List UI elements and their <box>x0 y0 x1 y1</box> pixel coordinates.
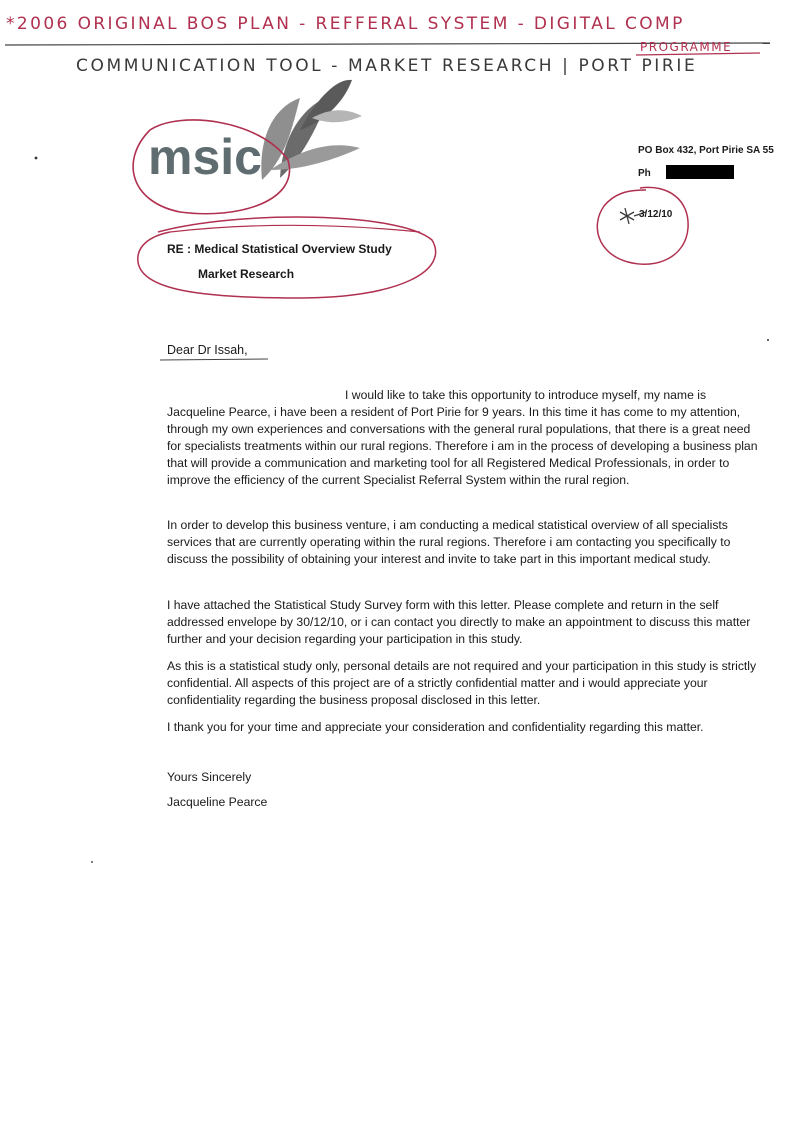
logo: msic <box>148 129 262 185</box>
redacted-phone-number <box>666 165 734 179</box>
closing: Yours Sincerely <box>167 770 252 784</box>
salutation-underline <box>160 359 268 360</box>
salutation: Dear Dr Issah, <box>167 343 248 357</box>
body-paragraph: As this is a statistical study only, personal details are not required and your participation in this study is strictly confidential. All aspects of this project are of a strictly confidential matter and i would appreciate your confidentiality regarding the business proposal disclosed in this letter. <box>167 659 757 707</box>
handwritten-annotation-programme: PROGRAMME <box>640 40 733 54</box>
subject-stroke <box>170 225 420 232</box>
logo-leaves-icon <box>261 80 362 180</box>
sender-phone-label: Ph <box>638 168 651 179</box>
handwritten-annotation-second: COMMUNICATION TOOL - MARKET RESEARCH | PORT PIRIE <box>76 56 698 76</box>
body-paragraph: I thank you for your time and appreciate your consideration and confidentiality regarding this matter. <box>167 720 704 734</box>
body-paragraph: In order to develop this business venture, i am conducting a medical statistical overview of all specialists services that are currently operating within the rural regions. Therefore i am contacting you specifically to discuss the possibility of obtaining your interest and invite to take part in this important medical study. <box>167 518 731 566</box>
handwritten-annotation-top: *2006 ORIGINAL BOS PLAN - REFFERAL SYSTEM - DIGITAL COMP <box>6 14 685 34</box>
sender-address: PO Box 432, Port Pirie SA 55 <box>638 145 774 156</box>
date-circle <box>597 187 688 264</box>
subject-line: RE : Medical Statistical Overview Study <box>167 242 392 256</box>
body-paragraph: I would like to take this opportunity to introduce myself, my name is Jacqueline Pearce, i have been a resident of Port Pirie for 9 years. In this time it has come to my attention, through my own experiences and conversations with the general rural populations, that there is a great need for specialists treatments within our rural regions. Therefore i am in the process of developing a business plan that will provide a communication and marketing tool for all Registered Medical Professionals, in order to improve the efficiency of the current Specialist Referral System within the rural region. <box>167 388 758 487</box>
signature-name: Jacqueline Pearce <box>167 795 268 809</box>
letter-date: 3/12/10 <box>639 209 673 220</box>
subject-subline: Market Research <box>198 267 295 281</box>
body-paragraph: I have attached the Statistical Study Survey form with this letter. Please complete and return in the self addressed envelope by 30/12/10, or i can contact you directly to make an appointment to discuss this matter further and your decision regarding your participation in this study. <box>167 598 751 646</box>
